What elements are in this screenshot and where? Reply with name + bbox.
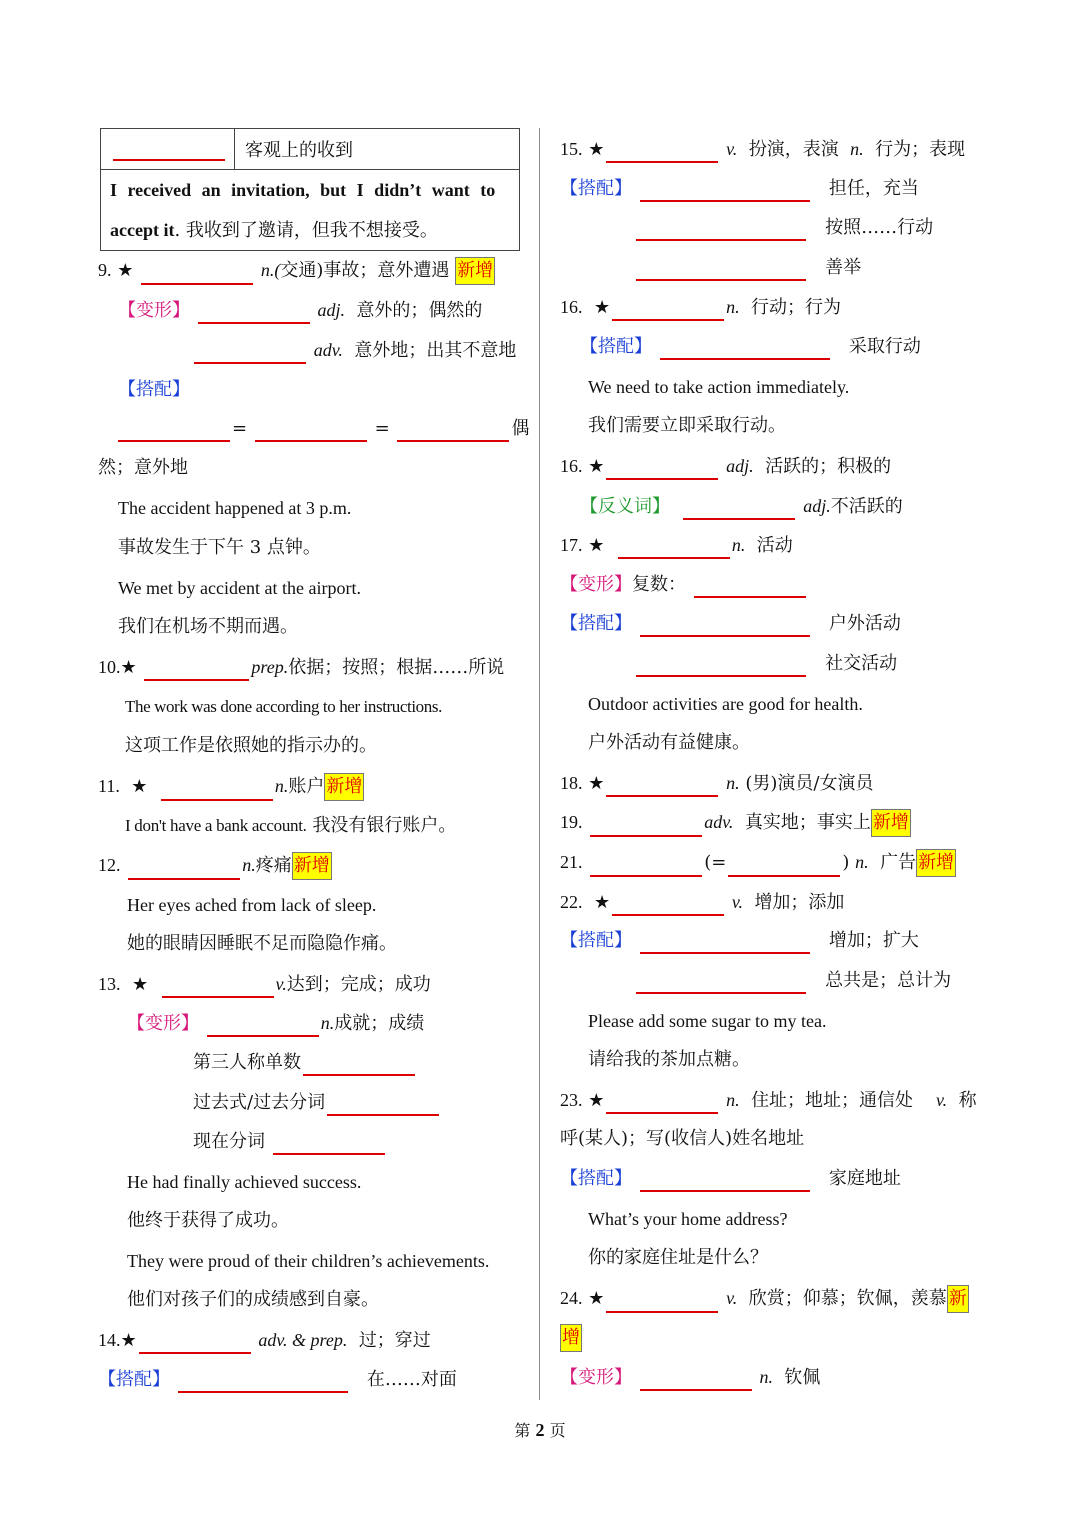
entry-24-cont bbox=[560, 1324, 582, 1352]
entry-21: 21. (= ) n. 广告 新增 bbox=[560, 849, 956, 877]
column-divider bbox=[539, 128, 540, 1400]
entry-24: 24. ★ v. 欣赏；仰慕；钦佩，羡慕 新 bbox=[560, 1285, 969, 1313]
example-cn: 他们对孩子们的成绩感到自豪。 bbox=[127, 1289, 379, 1310]
new-badge: 新增 bbox=[871, 809, 911, 837]
example: I don't have a bank account. 我没有银行账户。 bbox=[125, 815, 457, 836]
answer-blank[interactable] bbox=[273, 1133, 385, 1155]
entry-23: 23. ★ n. 住址；地址；通信处 v. 称 bbox=[560, 1087, 977, 1114]
answer-blank[interactable] bbox=[612, 299, 724, 321]
answer-blank[interactable] bbox=[207, 1015, 319, 1037]
entry-9-variant-2: adv. 意外地；出其不意地 bbox=[192, 337, 516, 364]
entry-13: 13. ★ v.达到；完成；成功 bbox=[98, 971, 431, 998]
entry-17-collocation: 【搭配】 户外活动 bbox=[560, 611, 901, 637]
answer-blank[interactable] bbox=[660, 338, 830, 360]
example-en: They were proud of their children’s achievements. bbox=[127, 1251, 490, 1271]
entry-14: 14.★ adv. & prep. 过；穿过 bbox=[98, 1327, 431, 1354]
star-icon: ★ bbox=[593, 892, 611, 913]
entry-9-collocation-tag: 【搭配】 bbox=[118, 379, 190, 400]
entry-17: 17. ★ n. 活动 bbox=[560, 532, 793, 559]
example-en: Outdoor activities are good for health. bbox=[588, 694, 863, 714]
example-en: What’s your home address? bbox=[588, 1209, 788, 1229]
answer-blank[interactable] bbox=[636, 655, 806, 677]
entry-9-variant: 【变形】 adj. 意外的；偶然的 bbox=[118, 297, 482, 324]
star-icon: ★ bbox=[588, 1288, 605, 1309]
answer-blank[interactable] bbox=[590, 855, 702, 877]
answer-blank[interactable] bbox=[144, 659, 249, 681]
answer-blank[interactable] bbox=[113, 139, 225, 161]
answer-blank[interactable] bbox=[161, 779, 273, 801]
answer-blank[interactable] bbox=[590, 815, 702, 837]
entry-15: 15. ★ v. 扮演，表演 n. 行为；表现 bbox=[560, 136, 965, 163]
example-cn: 你的家庭住址是什么？ bbox=[588, 1247, 768, 1268]
star-icon: ★ bbox=[131, 776, 148, 797]
entry-17-collocation-2: 社交活动 bbox=[634, 651, 897, 677]
entry-15-collocation-3: 善举 bbox=[634, 255, 861, 281]
table-example-line2: accept it. 我收到了邀请，但我不想接受。 bbox=[110, 220, 438, 241]
answer-blank[interactable] bbox=[640, 180, 810, 202]
answer-blank[interactable] bbox=[728, 855, 840, 877]
example-en: Her eyes ached from lack of sleep. bbox=[127, 895, 377, 915]
example-cn: 她的眼睛因睡眠不足而隐隐作痛。 bbox=[127, 933, 397, 954]
answer-blank[interactable] bbox=[640, 1170, 810, 1192]
answer-blank[interactable] bbox=[397, 420, 509, 442]
new-badge: 新增 bbox=[455, 257, 495, 285]
answer-blank[interactable] bbox=[198, 302, 310, 324]
answer-blank[interactable] bbox=[636, 219, 806, 241]
answer-blank[interactable] bbox=[178, 1371, 348, 1393]
entry-16a: 16. ★ n. 行动；行为 bbox=[560, 294, 841, 321]
entry-16b-antonym: 【反义词】 adj.不活跃的 bbox=[580, 493, 903, 520]
answer-blank[interactable] bbox=[640, 1369, 752, 1391]
star-icon: ★ bbox=[588, 535, 605, 556]
entry-22: 22. ★ v. 增加；添加 bbox=[560, 889, 844, 916]
answer-blank[interactable] bbox=[606, 1092, 718, 1114]
answer-blank[interactable] bbox=[139, 1332, 251, 1354]
answer-blank[interactable] bbox=[255, 420, 367, 442]
new-badge: 新增 bbox=[916, 849, 956, 877]
answer-blank[interactable] bbox=[606, 141, 718, 163]
entry-19: 19. adv. 真实地；事实上 新增 bbox=[560, 809, 911, 837]
table-row bbox=[101, 129, 519, 170]
entry-11: 11. ★ n.账户 新增 bbox=[98, 773, 364, 801]
star-icon: ★ bbox=[593, 297, 611, 318]
example-cn: 我们在机场不期而遇。 bbox=[118, 616, 298, 637]
table-example-en: I received an invitation, but I didn’t want to bbox=[110, 180, 496, 200]
entry-13-form-3: 现在分词 bbox=[193, 1129, 387, 1155]
answer-blank[interactable] bbox=[640, 615, 810, 637]
entry-24-variant: 【变形】 n. 钦佩 bbox=[560, 1364, 820, 1391]
entry-13-form-2: 过去式/过去分词 bbox=[193, 1090, 441, 1116]
entry-13-variant: 【变形】 n.成就；成绩 bbox=[127, 1010, 424, 1037]
star-icon: ★ bbox=[588, 456, 605, 477]
entry-16b: 16. ★ adj. 活跃的；积极的 bbox=[560, 453, 891, 480]
example-cn: 这项工作是依照她的指示办的。 bbox=[125, 735, 377, 756]
star-icon: ★ bbox=[120, 1330, 137, 1351]
entry-15-collocation-2: 按照……行动 bbox=[634, 215, 933, 241]
new-badge: 增 bbox=[560, 1324, 582, 1352]
table-blank-cell bbox=[101, 129, 235, 169]
entry-14-collocation: 【搭配】 在……对面 bbox=[98, 1367, 457, 1393]
entry-22-collocation-2: 总共是；总计为 bbox=[634, 968, 951, 994]
answer-blank[interactable] bbox=[303, 1054, 415, 1076]
answer-blank[interactable] bbox=[194, 342, 306, 364]
answer-blank[interactable] bbox=[694, 576, 806, 598]
star-icon: ★ bbox=[131, 974, 149, 995]
star-icon: ★ bbox=[588, 139, 605, 160]
answer-blank[interactable] bbox=[612, 894, 724, 916]
answer-blank[interactable] bbox=[683, 498, 795, 520]
star-icon: ★ bbox=[588, 773, 605, 794]
entry-13-form-1: 第三人称单数 bbox=[193, 1050, 417, 1076]
answer-blank[interactable] bbox=[141, 263, 253, 285]
answer-blank[interactable] bbox=[636, 259, 806, 281]
example-en: The work was done according to her instructions. bbox=[125, 697, 442, 716]
answer-blank[interactable] bbox=[327, 1094, 439, 1116]
answer-blank[interactable] bbox=[606, 775, 718, 797]
star-icon: ★ bbox=[120, 657, 137, 678]
example-en: We need to take action immediately. bbox=[588, 377, 850, 397]
answer-blank[interactable] bbox=[640, 932, 810, 954]
answer-blank[interactable] bbox=[118, 420, 230, 442]
entry-9: 9. ★ n.(交通)事故；意外遭遇 新增 bbox=[98, 257, 495, 285]
entry-15-collocation: 【搭配】 担任，充当 bbox=[560, 176, 919, 202]
entry-9-collocation-cont: 然；意外地 bbox=[98, 457, 188, 478]
entry-22-collocation: 【搭配】 增加；扩大 bbox=[560, 928, 919, 954]
entry-23-collocation: 【搭配】 家庭地址 bbox=[560, 1166, 901, 1192]
entry-17-variant: 【变形】复数： bbox=[560, 572, 808, 598]
example-en: He had finally achieved success. bbox=[127, 1172, 362, 1192]
answer-blank[interactable] bbox=[636, 972, 806, 994]
page-footer: 第 2 页 bbox=[514, 1420, 566, 1440]
example-en: The accident happened at 3 p.m. bbox=[118, 498, 352, 518]
example-cn: 户外活动有益健康。 bbox=[588, 732, 750, 753]
answer-blank[interactable] bbox=[606, 1291, 718, 1313]
new-badge: 新增 bbox=[292, 852, 332, 880]
answer-blank[interactable] bbox=[162, 976, 274, 998]
page-number: 2 bbox=[535, 1420, 545, 1440]
example-cn: 事故发生于下午 3 点钟。 bbox=[118, 537, 321, 558]
entry-16a-collocation: 【搭配】 采取行动 bbox=[580, 334, 921, 360]
answer-blank[interactable] bbox=[618, 537, 730, 559]
answer-blank[interactable] bbox=[128, 858, 240, 880]
star-icon: ★ bbox=[117, 260, 134, 281]
entry-12: 12. n.疼痛 新增 bbox=[98, 852, 332, 880]
new-badge: 新增 bbox=[324, 773, 364, 801]
entry-23-cont: 呼(某人)；写(收信人)姓名地址 bbox=[560, 1128, 805, 1149]
example-cn: 他终于获得了成功。 bbox=[127, 1210, 289, 1231]
new-badge: 新 bbox=[947, 1285, 969, 1313]
answer-blank[interactable] bbox=[606, 458, 718, 480]
table-meaning: 客观上的收到 bbox=[245, 140, 353, 161]
entry-9-collocation: = = 偶 bbox=[116, 416, 529, 442]
entry-18: 18. ★ n. (男)演员/女演员 bbox=[560, 770, 873, 797]
example-cn: 请给我的茶加点糖。 bbox=[588, 1049, 750, 1070]
star-icon: ★ bbox=[588, 1090, 605, 1111]
example-en: Please add some sugar to my tea. bbox=[588, 1011, 827, 1031]
entry-10: 10.★ prep.依据；按照；根据……所说 bbox=[98, 654, 504, 681]
example-cn: 我们需要立即采取行动。 bbox=[588, 415, 786, 436]
example-en: We met by accident at the airport. bbox=[118, 578, 361, 598]
